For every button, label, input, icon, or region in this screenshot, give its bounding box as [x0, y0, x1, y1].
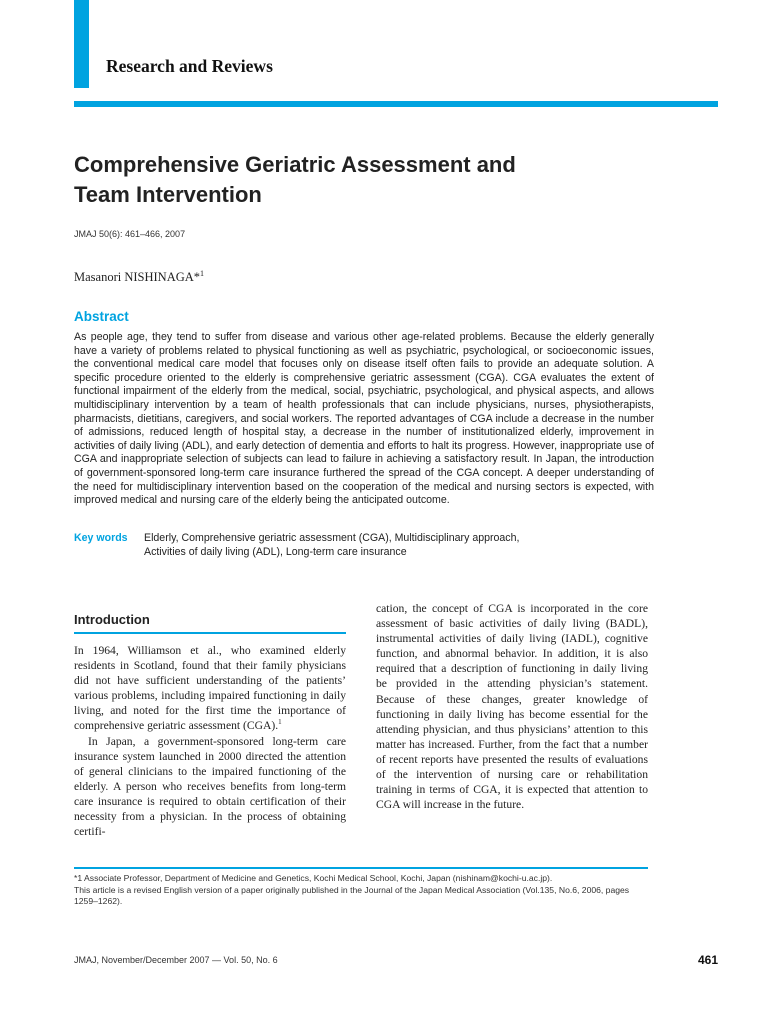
author-footnote-mark: 1 [200, 269, 205, 278]
reference-mark: 1 [278, 718, 282, 727]
footnote-1: *1 Associate Professor, Department of Medicine and Genetics, Kochi Medical School, Kochi, Japan (nishinam@kochi-u.ac.jp). [74, 873, 553, 883]
introduction-rule [74, 632, 346, 634]
title-line-2: Team Intervention [74, 182, 262, 207]
keywords-line-1: Elderly, Comprehensive geriatric assessment (CGA), Multidisciplinary approach, [144, 532, 520, 544]
title-line-1: Comprehensive Geriatric Assessment and [74, 152, 516, 177]
intro-paragraph-2: In Japan, a government-sponsored long-term care insurance system launched in 2000 directed the attention of general clinicians to the impaired functioning of the elderly. A person who receives benefits from long-term care insurance is required to obtain certification of their necessity from a physician. In the process of obtaining certifi- [74, 734, 346, 839]
header-rule [74, 101, 718, 107]
page-number: 461 [697, 953, 718, 967]
footer-journal: JMAJ, November/December 2007 — Vol. 50, No. 6 [74, 955, 278, 965]
keywords-line-2: Activities of daily living (ADL), Long-term care insurance [144, 545, 407, 558]
accent-bar [74, 0, 89, 88]
footnote-rule [74, 867, 648, 869]
left-column [74, 612, 346, 839]
author-name: Masanori NISHINAGA* [74, 270, 201, 285]
right-column [376, 601, 648, 812]
footnotes [74, 873, 652, 908]
citation: JMAJ 50(6): 461–466, 2007 [74, 229, 186, 239]
author [74, 269, 204, 285]
introduction-heading: Introduction [74, 612, 150, 627]
abstract-heading: Abstract [74, 309, 129, 324]
abstract-body: As people age, they tend to suffer from disease and various other age-related problems. Because the elderly generally have a variety of problems related to physical functioning as well as psychiatric, psychological, or socioeconomic issues, the conventional medical care model that focuses only on disease itself often fails to provide an adequate solution. A specific procedure oriented to the elderly is comprehensive geriatric assessment (CGA). CGA evaluates the extent of functional impairment of the elderly from the medical, social, psychiatric, psychological, and physical aspects, and allows multidisciplinary intervention by a team of health professionals that can include physicians, nurses, physiotherapists, pharmacists, dietitians, caregivers, and social workers. The reported advantages of CGA include a decrease in the number of admissions, reduced length of hospital stay, a decrease in the number of institutionalized elderly, improvement in activities of daily living (ADL), and early detection of dementia and efforts to halt its progress. However, inappropriate use of CGA and inappropriate selection of subjects can lead to failure in achieving a satisfactory result. In Japan, the introduction of government-sponsored long-term care insurance furthered the spread of the CGA concept. A deeper understanding of the need for multidisciplinary intervention based on the cooperation of the medical and nursing sectors is expected, with improved medical and nursing care of the elderly being the anticipated outcome. [74, 331, 654, 507]
intro-paragraph-2-continued: cation, the concept of CGA is incorporated in the core assessment of basic activities of daily living (BADL), instrumental activities of daily living (IADL), cognitive function, and abnormal behavior. In addition, it is also required that a description of functioning in daily living be provided in the attending physician’s statement. Because of these changes, greater knowledge of functioning in daily living has become essential for the attending physician, and thus physicians’ attention to this matter has increased. Further, from the fact that a number of recent reports have presented the results of evaluations of the intervention of nursing care or rehabilitation training in terms of CGA, it is expected that attention to CGA will increase in the future. [376, 602, 648, 812]
intro-paragraph-1 [74, 643, 346, 734]
article-title [74, 150, 694, 210]
footnote-2: This article is a revised English version of a paper originally published in the Journal of the Japan Medical Association (Vol.135, No.6, 2006, pages 1259–1262). [74, 884, 630, 906]
intro-paragraph-1-text: In 1964, Williamson et al., who examined elderly residents in Scotland, found that their family physicians did not have sufficient understanding of the patients’ various problems, including impaired functioning in daily living, and noted for the first time the importance of comprehensive geriatric assessment (CGA). [74, 644, 346, 733]
section-label: Research and Reviews [106, 56, 273, 76]
keywords-label: Key words [74, 532, 128, 544]
